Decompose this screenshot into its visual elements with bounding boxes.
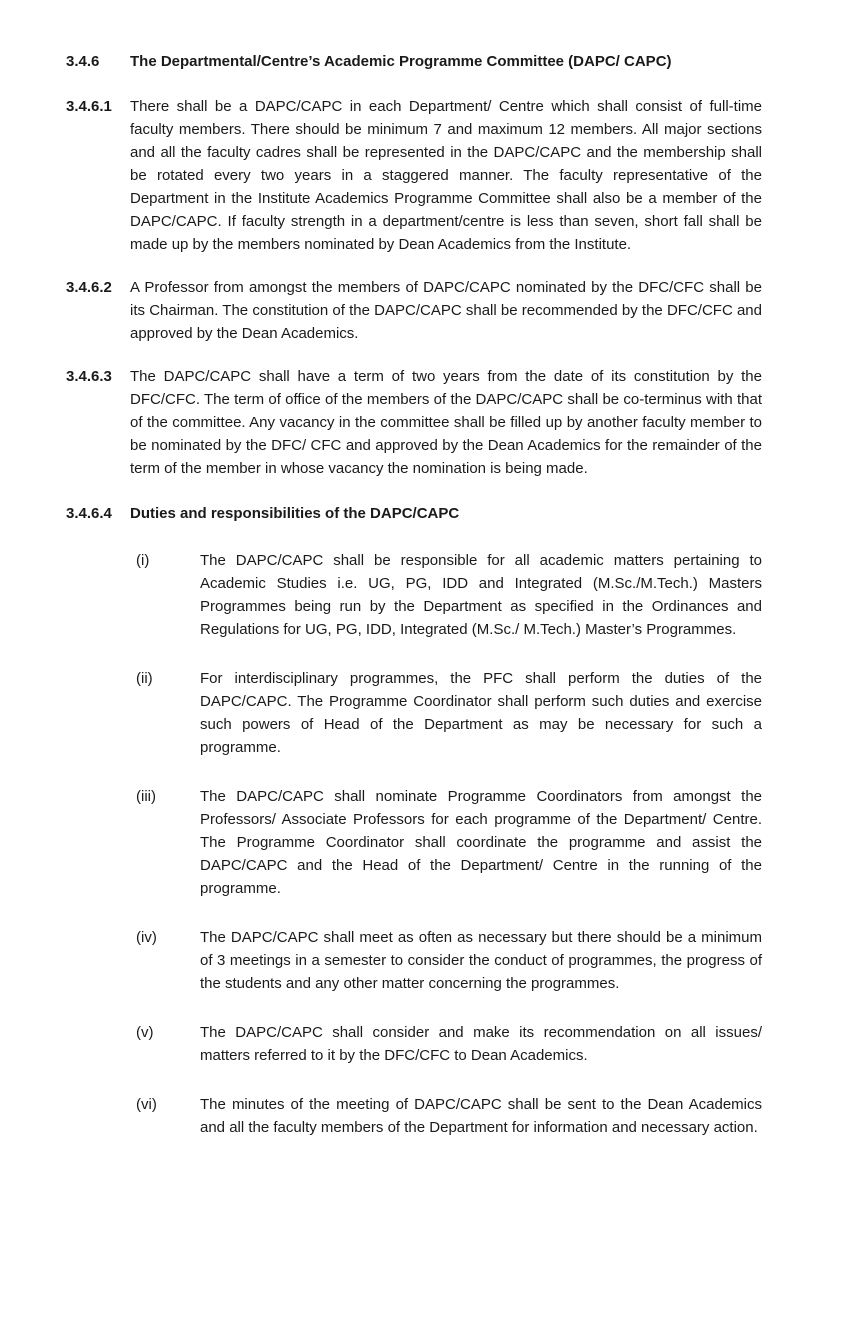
paragraph-number: 3.4.6.3 [66,368,112,385]
list-item-marker: (i) [136,552,150,569]
list-item [136,549,762,641]
list-item-marker: (vi) [136,1096,157,1113]
list-item-text: The DAPC/CAPC shall consider and make its recommendation on all issues/ matters referred to it by the DFC/CFC to Dean Academics. [200,1024,762,1064]
subsection-heading [66,502,762,525]
list-item-marker: (iv) [136,929,157,946]
subsection-title: Duties and responsibilities of the DAPC/CAPC [130,505,460,522]
list-item-text: For interdisciplinary programmes, the PFC shall perform the duties of the DAPC/CAPC. The Programme Coordinator shall perform such duties and exercise such powers of Head of the Department as may be necessary for such a programme. [200,670,762,756]
section-number: 3.4.6 [66,53,100,70]
list-item-marker: (ii) [136,670,153,687]
list-item [136,926,762,995]
section-title: The Departmental/Centre’s Academic Programme Committee (DAPC/ CAPC) [130,53,672,70]
list-item [136,667,762,759]
paragraph [66,365,762,480]
paragraph-text: There shall be a DAPC/CAPC in each Department/ Centre which shall consist of full-time faculty members. There should be minimum 7 and maximum 12 members. All major sections and all the faculty cadres shall be represented in the DAPC/CAPC and the membership shall be rotated every two years in a staggered manner. The faculty representative of the Department in the Institute Academics Programme Committee shall also be a member of the DAPC/CAPC. If faculty strength in a department/centre is less than seven, short fall shall be made up by the members nominated by Dean Academics from the Institute. [130,98,762,253]
list-item-marker: (v) [136,1024,154,1041]
list-item [136,1021,762,1067]
paragraph [66,95,762,256]
list-item-text: The DAPC/CAPC shall nominate Programme Coordinators from amongst the Professors/ Associate Professors for each programme of the Department/ Centre. The Programme Coordinator shall coordinate the programme and assist the DAPC/CAPC and the Head of the Department/ Centre in the running of the programme. [200,788,762,897]
list-item-text: The minutes of the meeting of DAPC/CAPC shall be sent to the Dean Academics and all the faculty members of the Department for information and necessary action. [200,1096,762,1136]
list-item [136,1093,762,1139]
paragraph-text: A Professor from amongst the members of DAPC/CAPC nominated by the DFC/CFC shall be its Chairman. The constitution of the DAPC/CAPC shall be recommended by the DFC/CFC and approved by the Dean Academics. [130,279,762,342]
list-item-text: The DAPC/CAPC shall be responsible for all academic matters pertaining to Academic Studies i.e. UG, PG, IDD and Integrated (M.Sc./M.Tech.) Masters Programmes being run by the Department as specified in the Ordinances and Regulations for UG, PG, IDD, Integrated (M.Sc./ M.Tech.) Master’s Programmes. [200,552,762,638]
paragraph-number: 3.4.6.1 [66,98,112,115]
subsection-number: 3.4.6.4 [66,505,112,522]
list-item-text: The DAPC/CAPC shall meet as often as necessary but there should be a minimum of 3 meetings in a semester to consider the conduct of programmes, the progress of the students and any other matter concerning the programmes. [200,929,762,992]
list-item-marker: (iii) [136,788,156,805]
paragraph [66,276,762,345]
paragraph-number: 3.4.6.2 [66,279,112,296]
section-heading [66,50,762,73]
paragraph-text: The DAPC/CAPC shall have a term of two years from the date of its constitution by the DFC/CFC. The term of office of the members of the DAPC/CAPC shall be co-terminus with that of the committee. Any vacancy in the committee shall be filled up by another faculty member to be nominated by the DFC/ CFC and approved by the Dean Academics for the remainder of the term of the member in whose vacancy the nomination is being made. [130,368,762,477]
list-item [136,785,762,900]
